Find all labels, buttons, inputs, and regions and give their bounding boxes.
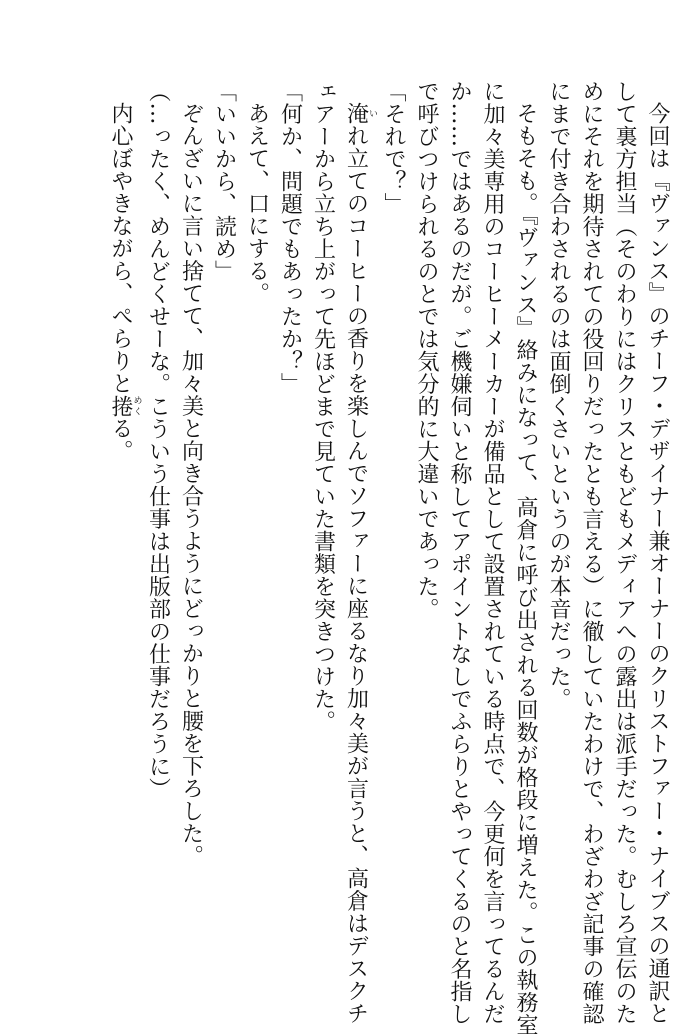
- text-line-10: 淹いれ立てのコーヒーの香りを楽しんでソファーに座るなり加々美が言うと、高倉はデスクチ: [343, 102, 377, 1025]
- vertical-text-body: [104, 80, 674, 1036]
- text-line-5: そもそも。『ヴァンス』絡みになって、高倉に呼び出される回数が格段に増えた。この執務室: [513, 102, 538, 1036]
- text-line-2: して裏方担当（そのわりにはクリスともどもメディアへの露出は派手だった。むしろ宣伝のた: [612, 80, 637, 1025]
- text-line-6: に加々美専用のコーヒーメーカーが備品として設置されている時点で、今更何を言ってるんだ: [480, 80, 505, 1025]
- text-line-4: にまで付き合わされるのは面倒くさいというのが本音だった。: [546, 80, 571, 710]
- text-line-7: か……ではあるのだが。ご機嫌伺いと称してアポイントなしでふらりとやってくるのと名指し: [447, 80, 472, 1025]
- text-line-3: めにそれを期待されての役回りだったとも言える）に徹していたわけで、わざわざ記事の確認: [579, 80, 604, 1025]
- text-line-8: で呼びつけられるのとでは気分的に大違いであった。: [414, 80, 439, 620]
- furigana: 淹い: [343, 102, 377, 125]
- text-line-15: ぞんざいに言い捨てて、加々美と向き合うようにどっかりと腰を下ろした。: [178, 102, 204, 867]
- text-line-1: 今回は『ヴァンス』のチーフ・デザイナー兼オーナーのクリストファー・ナイブスの通訳と: [645, 102, 670, 1025]
- text-line-14: 「いいから、読め」: [211, 80, 237, 283]
- text-line-16: （…ったく、めんどくせーな。こういう仕事は出版部の仕事だろうに）: [145, 80, 171, 800]
- text-line-9: 「それで？」: [381, 80, 406, 215]
- text-line-17: 内心ぼやきながら、ぺらりと捲めくる。: [108, 102, 142, 462]
- text-line-11: ェアーから立ち上がって先ほどまで見ていた書類を突きつけた。: [310, 80, 336, 733]
- text-line-12: 「何か、問題でもあったか？」: [277, 80, 303, 395]
- text-line-13: あえて、口にする。: [244, 102, 270, 305]
- furigana: 捲めく: [108, 394, 142, 417]
